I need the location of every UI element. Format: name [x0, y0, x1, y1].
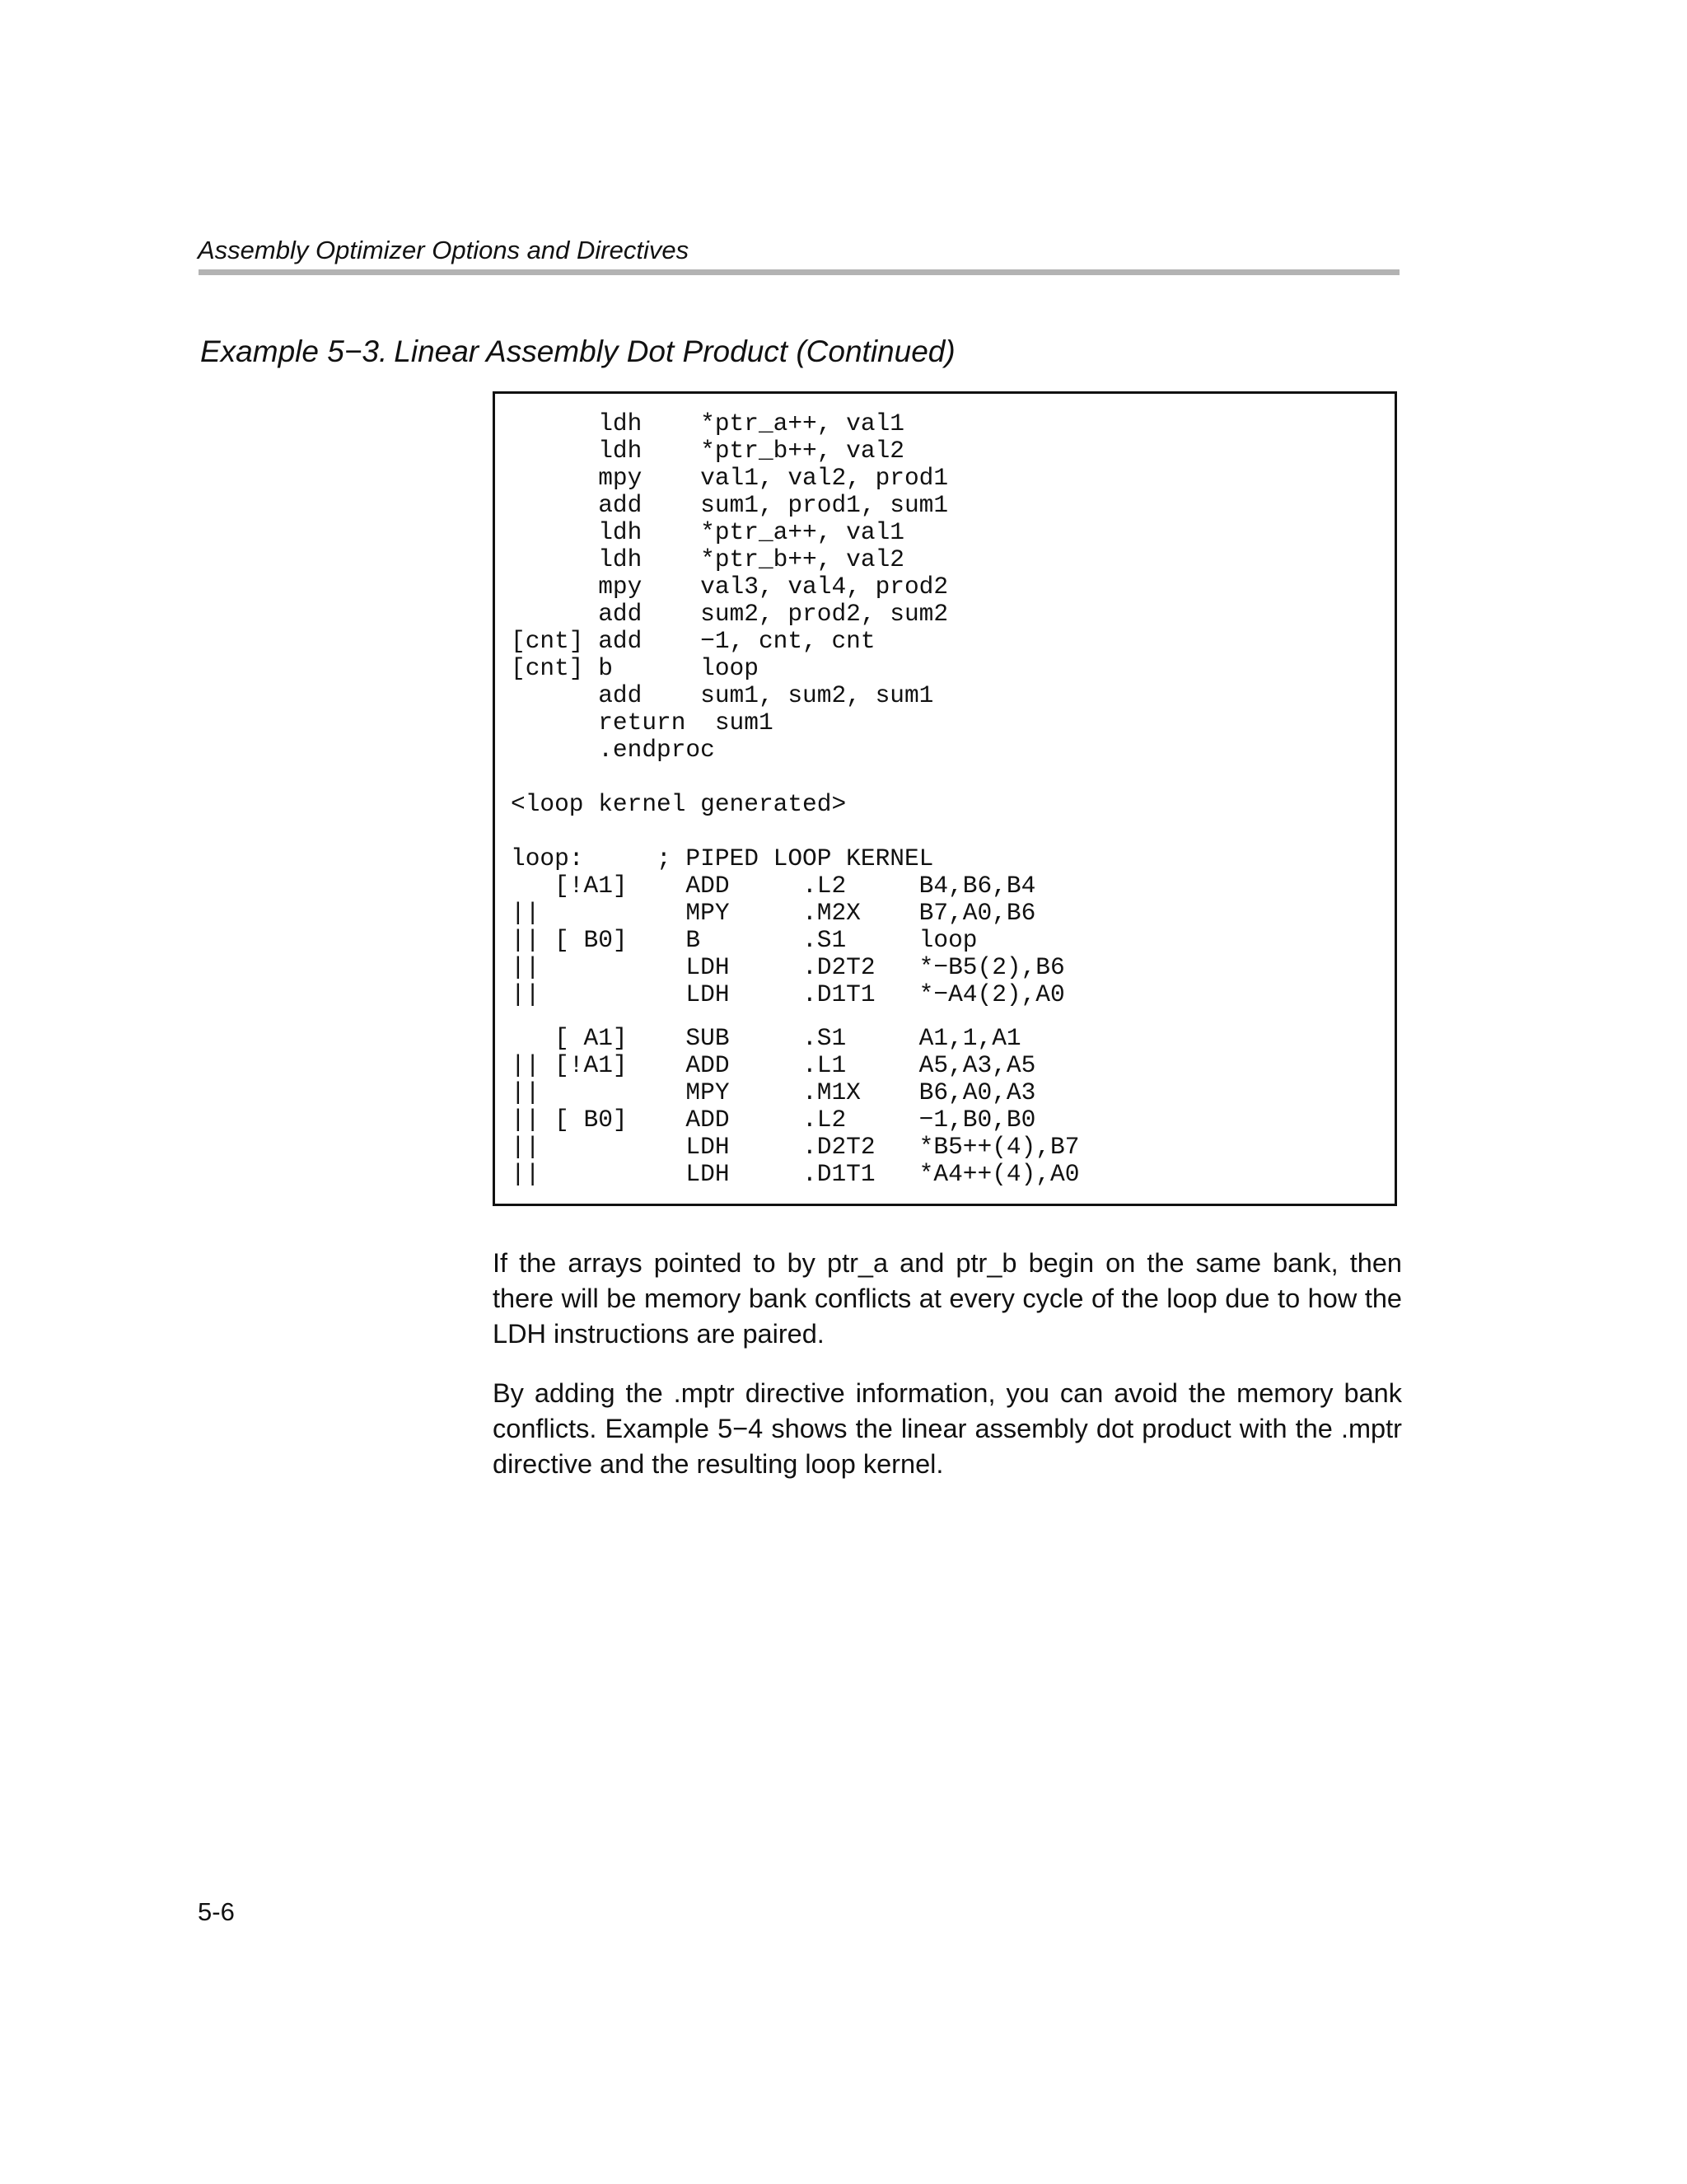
kernel-line: || LDH .D1T1 *−A4(2),A0: [511, 980, 1065, 1008]
body-paragraph: If the arrays pointed to by ptr_a and ptr_b begin on the same bank, then there will be memory bank conflicts at every cycle of the loop due to how the LDH instructions are paired.: [493, 1248, 1402, 1349]
code-spacer: [511, 1008, 1079, 1025]
example-number: Example 5−3.: [200, 334, 388, 368]
body-paragraph: By adding the .mptr directive information, you can avoid the memory bank conflicts. Example 5−4 shows the linear assembly dot product with the .mptr directive and the resulting loop kernel.: [493, 1378, 1402, 1479]
code-line: ldh *ptr_b++, val2: [511, 437, 904, 465]
running-header: Assembly Optimizer Options and Directives: [198, 236, 689, 264]
kernel-line: || [!A1] ADD .L1 A5,A3,A5: [511, 1051, 1036, 1079]
kernel-line: [ A1] SUB .S1 A1,1,A1: [511, 1024, 1021, 1052]
page-number: 5-6: [198, 1897, 235, 1926]
kernel-line: || LDH .D2T2 *B5++(4),B7: [511, 1133, 1080, 1161]
kernel-header: loop: ; PIPED LOOP KERNEL: [511, 844, 934, 872]
code-note: <loop kernel generated>: [511, 790, 847, 818]
code-line: [cnt] b loop: [511, 654, 759, 682]
kernel-line: || MPY .M1X B6,A0,A3: [511, 1078, 1036, 1106]
code-line: return sum1: [511, 709, 773, 737]
code-line: mpy val1, val2, prod1: [511, 464, 949, 492]
code-line: ldh *ptr_a++, val1: [511, 518, 904, 546]
code-spacer: [511, 818, 1079, 845]
code-line: add sum2, prod2, sum2: [511, 600, 949, 628]
code-line: [cnt] add −1, cnt, cnt: [511, 627, 876, 655]
header-rule: [199, 269, 1400, 275]
code-listing: [511, 410, 1079, 1188]
kernel-line: || MPY .M2X B7,A0,B6: [511, 899, 1036, 927]
kernel-line: || [ B0] B .S1 loop: [511, 926, 978, 954]
example-caption: [200, 334, 956, 369]
kernel-line: || LDH .D2T2 *−B5(2),B6: [511, 953, 1065, 981]
code-line: add sum1, sum2, sum1: [511, 681, 934, 709]
kernel-line: || LDH .D1T1 *A4++(4),A0: [511, 1160, 1080, 1188]
code-line: add sum1, prod1, sum1: [511, 491, 949, 519]
code-line: ldh *ptr_a++, val1: [511, 409, 904, 437]
example-title: Linear Assembly Dot Product (Continued): [394, 334, 956, 368]
code-listing-box: [493, 391, 1397, 1206]
code-line: .endproc: [511, 736, 715, 764]
code-line: ldh *ptr_b++, val2: [511, 545, 904, 573]
kernel-line: [!A1] ADD .L2 B4,B6,B4: [511, 872, 1036, 900]
kernel-line: || [ B0] ADD .L2 −1,B0,B0: [511, 1106, 1036, 1134]
code-spacer: [511, 764, 1079, 791]
code-line: mpy val3, val4, prod2: [511, 573, 949, 601]
